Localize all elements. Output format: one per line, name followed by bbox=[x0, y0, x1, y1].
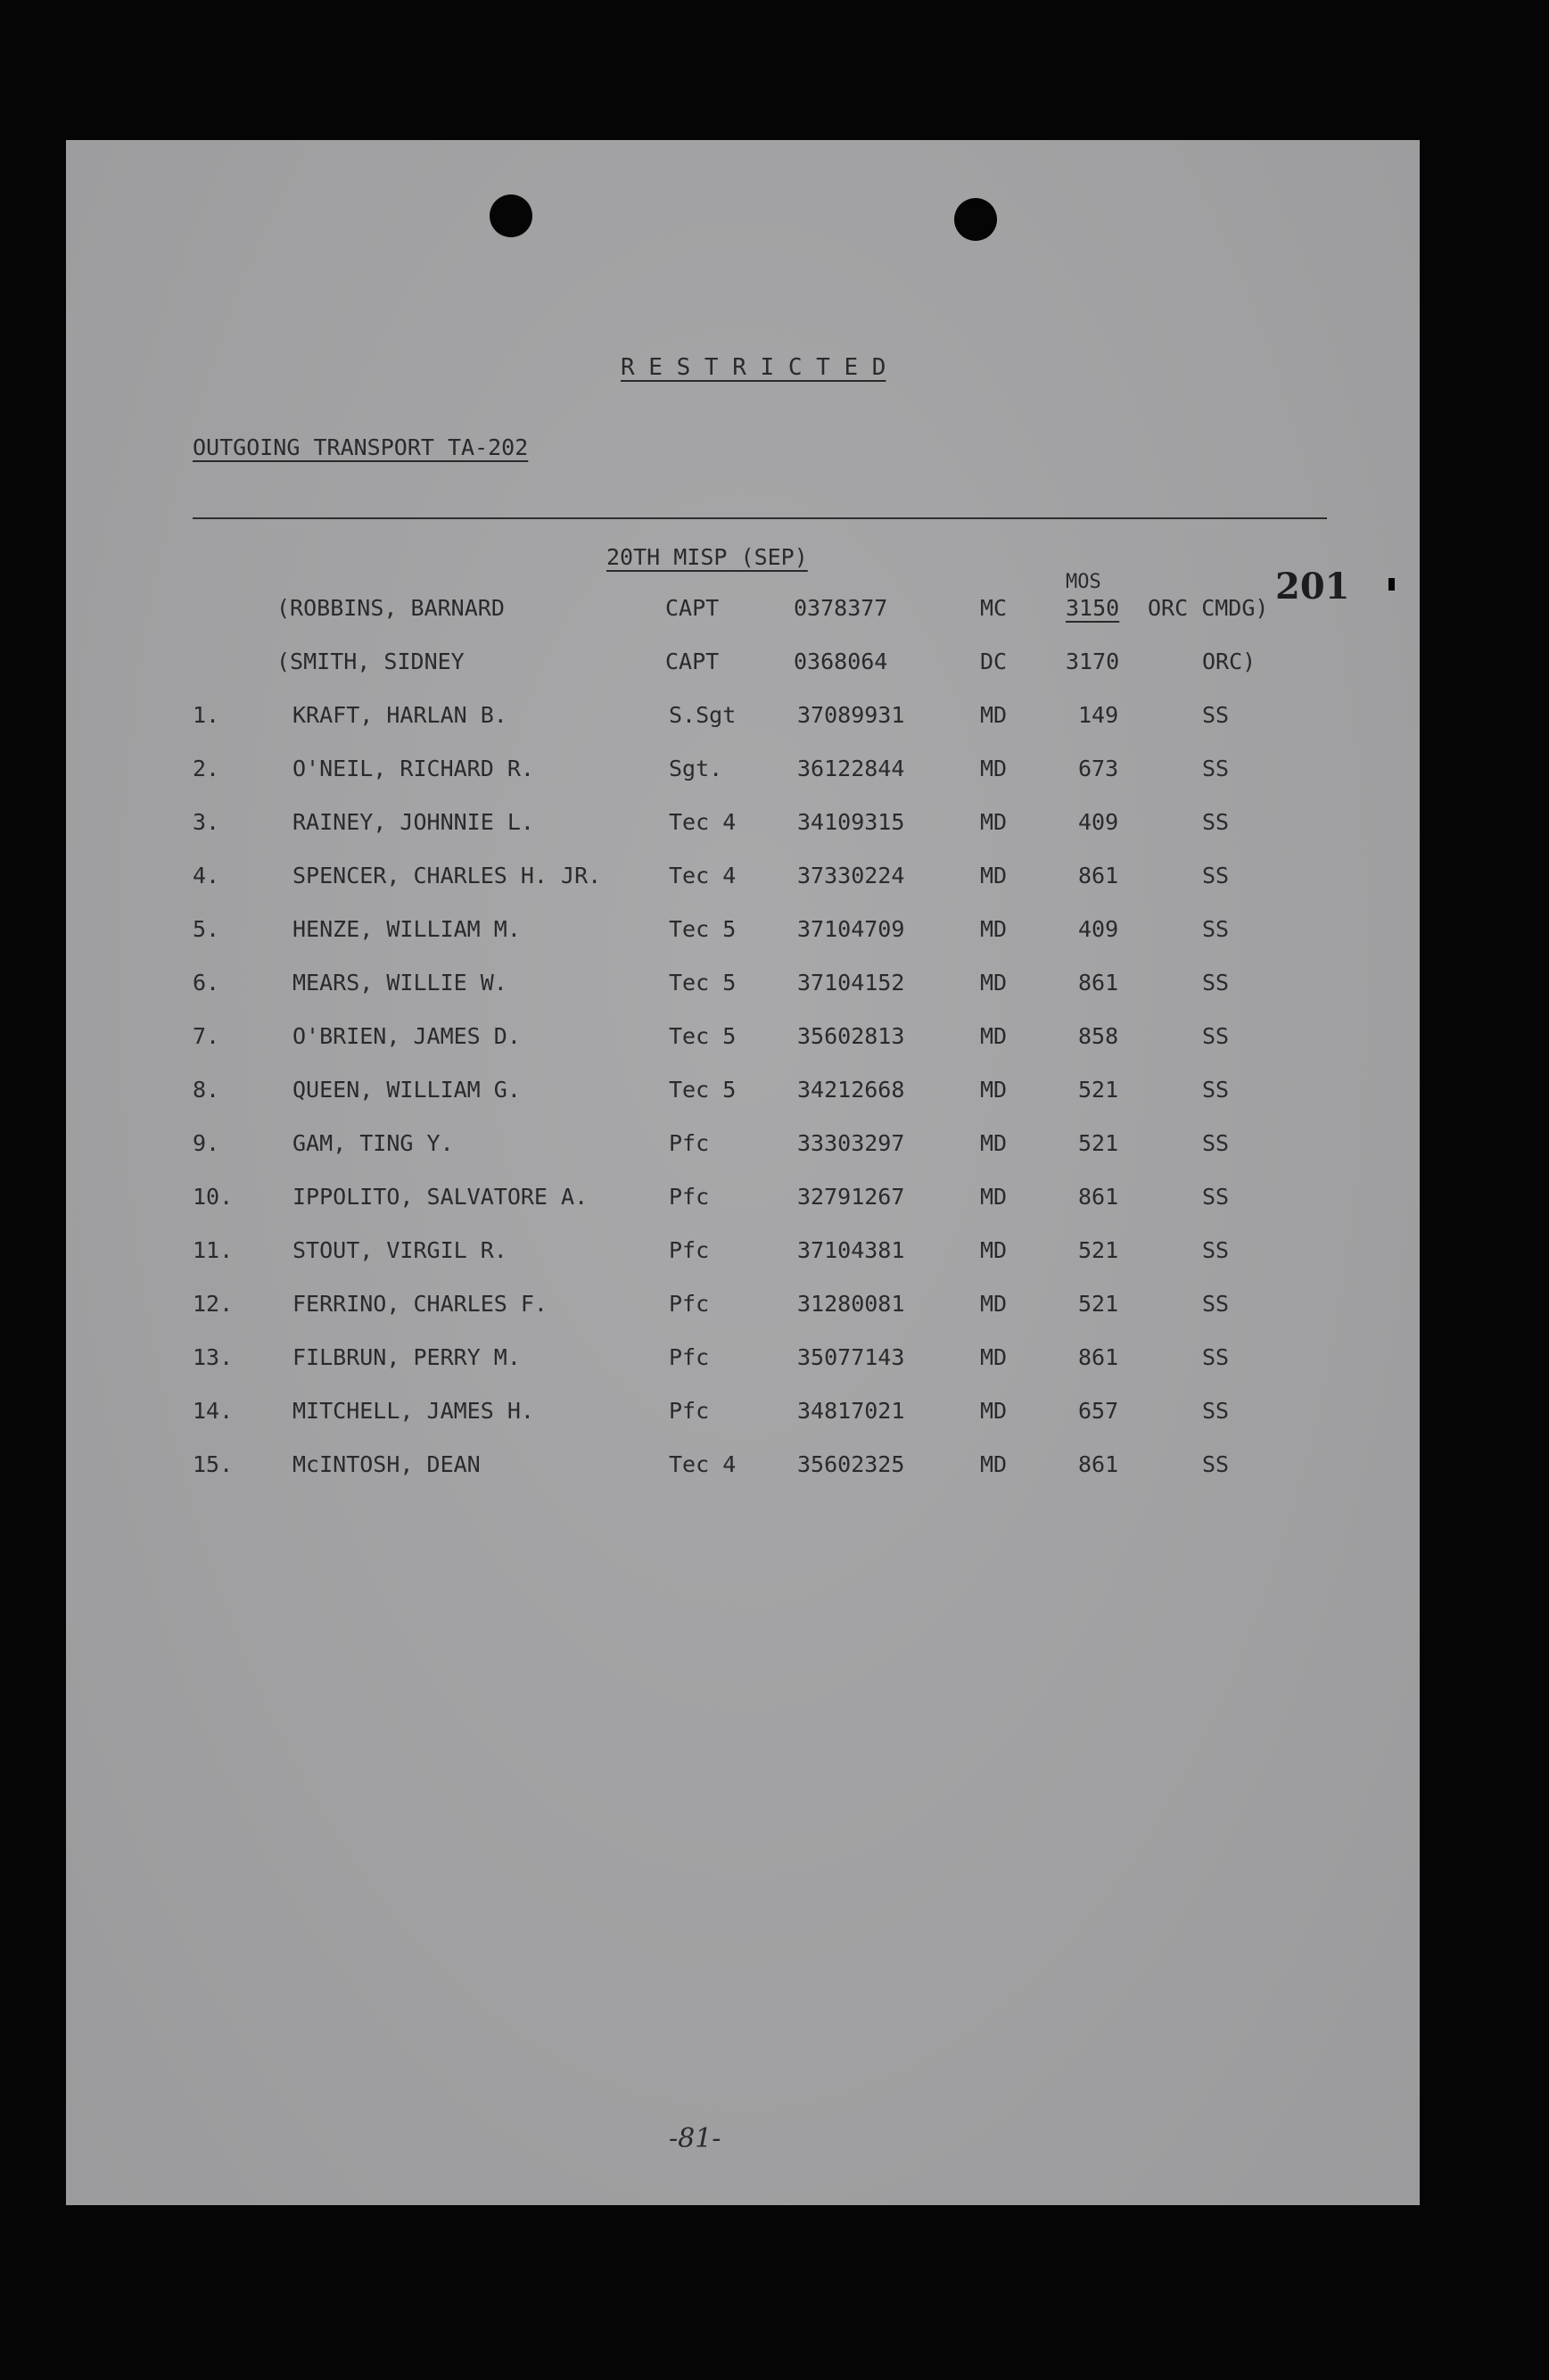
roster-row bbox=[66, 916, 1420, 952]
roster-branch: MD bbox=[980, 1398, 1008, 1424]
roster-row bbox=[66, 1184, 1420, 1219]
roster-branch: MD bbox=[980, 702, 1008, 728]
officer-mos: 3150 bbox=[1066, 595, 1120, 621]
roster-status: SS bbox=[1202, 809, 1230, 835]
roster-rank: Tec 4 bbox=[669, 1451, 737, 1477]
roster-number: 15. bbox=[193, 1451, 234, 1477]
officer-rank: CAPT bbox=[665, 649, 720, 674]
roster-mos: 657 bbox=[1078, 1398, 1119, 1424]
roster-branch: MD bbox=[980, 1184, 1008, 1210]
roster-number: 11. bbox=[193, 1237, 234, 1263]
roster-serial: 37104152 bbox=[797, 970, 905, 996]
roster-branch: MD bbox=[980, 1077, 1008, 1103]
roster-rank: Tec 4 bbox=[669, 809, 737, 835]
roster-rank: Pfc bbox=[669, 1344, 710, 1370]
roster-number: 14. bbox=[193, 1398, 234, 1424]
roster-name: O'NEIL, RICHARD R. bbox=[292, 756, 534, 781]
punch-hole-right bbox=[954, 198, 997, 241]
roster-name: SPENCER, CHARLES H. JR. bbox=[292, 863, 602, 888]
roster-branch: MD bbox=[980, 756, 1008, 781]
roster-serial: 33303297 bbox=[797, 1130, 905, 1156]
roster-mos: 521 bbox=[1078, 1130, 1119, 1156]
roster-status: SS bbox=[1202, 1398, 1230, 1424]
roster-serial: 34109315 bbox=[797, 809, 905, 835]
roster-mos: 861 bbox=[1078, 1344, 1119, 1370]
roster-rank: Pfc bbox=[669, 1184, 710, 1210]
roster-number: 13. bbox=[193, 1344, 234, 1370]
roster-rank: Tec 5 bbox=[669, 1077, 737, 1103]
roster-row bbox=[66, 1023, 1420, 1059]
roster-number: 9. bbox=[193, 1130, 220, 1156]
roster-serial: 37104381 bbox=[797, 1237, 905, 1263]
roster-number: 5. bbox=[193, 916, 220, 942]
roster-name: McINTOSH, DEAN bbox=[292, 1451, 481, 1477]
roster-status: SS bbox=[1202, 1344, 1230, 1370]
roster-name: GAM, TING Y. bbox=[292, 1130, 454, 1156]
roster-rank: Pfc bbox=[669, 1291, 710, 1317]
roster-rank: Tec 5 bbox=[669, 916, 737, 942]
roster-branch: MD bbox=[980, 1344, 1008, 1370]
roster-number: 8. bbox=[193, 1077, 220, 1103]
roster-mos: 861 bbox=[1078, 863, 1119, 888]
roster-serial: 34212668 bbox=[797, 1077, 905, 1103]
roster-rank: Pfc bbox=[669, 1237, 710, 1263]
officer-row bbox=[66, 595, 1420, 631]
roster-serial: 37104709 bbox=[797, 916, 905, 942]
mos-column-label: MOS bbox=[1066, 571, 1101, 593]
roster-number: 7. bbox=[193, 1023, 220, 1049]
roster-mos: 409 bbox=[1078, 809, 1119, 835]
roster-branch: MD bbox=[980, 1451, 1008, 1477]
roster-rank: Pfc bbox=[669, 1398, 710, 1424]
roster-name: STOUT, VIRGIL R. bbox=[292, 1237, 507, 1263]
roster-status: SS bbox=[1202, 756, 1230, 781]
roster-row bbox=[66, 1344, 1420, 1380]
officer-row bbox=[66, 649, 1420, 684]
roster-rank: Sgt. bbox=[669, 756, 723, 781]
roster-name: IPPOLITO, SALVATORE A. bbox=[292, 1184, 589, 1210]
roster-serial: 31280081 bbox=[797, 1291, 905, 1317]
roster-name: O'BRIEN, JAMES D. bbox=[292, 1023, 521, 1049]
unit-heading: 20TH MISP (SEP) bbox=[606, 544, 808, 570]
roster-number: 12. bbox=[193, 1291, 234, 1317]
roster-serial: 32791267 bbox=[797, 1184, 905, 1210]
transport-title: OUTGOING TRANSPORT TA-202 bbox=[193, 434, 529, 460]
roster-row bbox=[66, 970, 1420, 1005]
roster-mos: 521 bbox=[1078, 1077, 1119, 1103]
roster-name: FERRINO, CHARLES F. bbox=[292, 1291, 548, 1317]
officer-serial: 0368064 bbox=[794, 649, 888, 674]
roster-branch: MD bbox=[980, 970, 1008, 996]
officer-note: ORC) bbox=[1202, 649, 1257, 674]
roster-row bbox=[66, 756, 1420, 791]
roster-row bbox=[66, 1451, 1420, 1487]
roster-serial: 37330224 bbox=[797, 863, 905, 888]
roster-branch: MD bbox=[980, 1023, 1008, 1049]
officer-rank: CAPT bbox=[665, 595, 720, 621]
roster-name: MEARS, WILLIE W. bbox=[292, 970, 507, 996]
roster-branch: MD bbox=[980, 1291, 1008, 1317]
roster-number: 6. bbox=[193, 970, 220, 996]
roster-row bbox=[66, 1237, 1420, 1273]
roster-serial: 36122844 bbox=[797, 756, 905, 781]
roster-rank: Tec 5 bbox=[669, 1023, 737, 1049]
roster-branch: MD bbox=[980, 809, 1008, 835]
classification-heading: R E S T R I C T E D bbox=[621, 354, 886, 381]
edge-mark bbox=[1388, 578, 1395, 591]
roster-status: SS bbox=[1202, 1237, 1230, 1263]
roster-rank: Tec 5 bbox=[669, 970, 737, 996]
roster-status: SS bbox=[1202, 1184, 1230, 1210]
roster-row bbox=[66, 1130, 1420, 1166]
roster-branch: MD bbox=[980, 1130, 1008, 1156]
roster-mos: 149 bbox=[1078, 702, 1119, 728]
roster-number: 10. bbox=[193, 1184, 234, 1210]
roster-status: SS bbox=[1202, 863, 1230, 888]
roster-mos: 409 bbox=[1078, 916, 1119, 942]
roster-status: SS bbox=[1202, 1291, 1230, 1317]
officer-name: (SMITH, SIDNEY bbox=[276, 649, 465, 674]
roster-status: SS bbox=[1202, 1077, 1230, 1103]
roster-mos: 861 bbox=[1078, 970, 1119, 996]
roster-name: MITCHELL, JAMES H. bbox=[292, 1398, 534, 1424]
roster-rank: Pfc bbox=[669, 1130, 710, 1156]
page-number: -81- bbox=[669, 2123, 721, 2154]
roster-serial: 34817021 bbox=[797, 1398, 905, 1424]
roster-status: SS bbox=[1202, 1451, 1230, 1477]
roster-mos: 861 bbox=[1078, 1184, 1119, 1210]
punch-hole-left bbox=[490, 194, 532, 237]
roster-name: FILBRUN, PERRY M. bbox=[292, 1344, 521, 1370]
officer-note: ORC CMDG) bbox=[1148, 595, 1269, 621]
roster-row bbox=[66, 1398, 1420, 1434]
separator-line bbox=[193, 517, 1327, 519]
officer-name: (ROBBINS, BARNARD bbox=[276, 595, 505, 621]
roster-status: SS bbox=[1202, 702, 1230, 728]
roster-name: HENZE, WILLIAM M. bbox=[292, 916, 521, 942]
roster-rank: S.Sgt bbox=[669, 702, 737, 728]
roster-mos: 861 bbox=[1078, 1451, 1119, 1477]
roster-name: KRAFT, HARLAN B. bbox=[292, 702, 507, 728]
roster-branch: MD bbox=[980, 863, 1008, 888]
roster-row bbox=[66, 702, 1420, 738]
roster-number: 4. bbox=[193, 863, 220, 888]
roster-row bbox=[66, 809, 1420, 845]
roster-branch: MD bbox=[980, 1237, 1008, 1263]
roster-row bbox=[66, 863, 1420, 898]
officer-branch: DC bbox=[980, 649, 1008, 674]
stamp-number: 201 bbox=[1275, 566, 1350, 607]
roster-status: SS bbox=[1202, 1023, 1230, 1049]
roster-status: SS bbox=[1202, 916, 1230, 942]
roster-number: 1. bbox=[193, 702, 220, 728]
roster-name: RAINEY, JOHNNIE L. bbox=[292, 809, 534, 835]
roster-number: 2. bbox=[193, 756, 220, 781]
roster-rank: Tec 4 bbox=[669, 863, 737, 888]
roster-mos: 673 bbox=[1078, 756, 1119, 781]
roster-row bbox=[66, 1291, 1420, 1326]
roster-status: SS bbox=[1202, 970, 1230, 996]
officer-branch: MC bbox=[980, 595, 1008, 621]
roster-branch: MD bbox=[980, 916, 1008, 942]
officer-mos: 3170 bbox=[1066, 649, 1120, 674]
roster-serial: 35602813 bbox=[797, 1023, 905, 1049]
roster-serial: 35602325 bbox=[797, 1451, 905, 1477]
roster-serial: 37089931 bbox=[797, 702, 905, 728]
roster-row bbox=[66, 1077, 1420, 1112]
officer-serial: 0378377 bbox=[794, 595, 888, 621]
roster-mos: 858 bbox=[1078, 1023, 1119, 1049]
roster-mos: 521 bbox=[1078, 1237, 1119, 1263]
roster-number: 3. bbox=[193, 809, 220, 835]
document-page bbox=[66, 140, 1420, 2205]
roster-mos: 521 bbox=[1078, 1291, 1119, 1317]
roster-serial: 35077143 bbox=[797, 1344, 905, 1370]
roster-name: QUEEN, WILLIAM G. bbox=[292, 1077, 521, 1103]
roster-status: SS bbox=[1202, 1130, 1230, 1156]
